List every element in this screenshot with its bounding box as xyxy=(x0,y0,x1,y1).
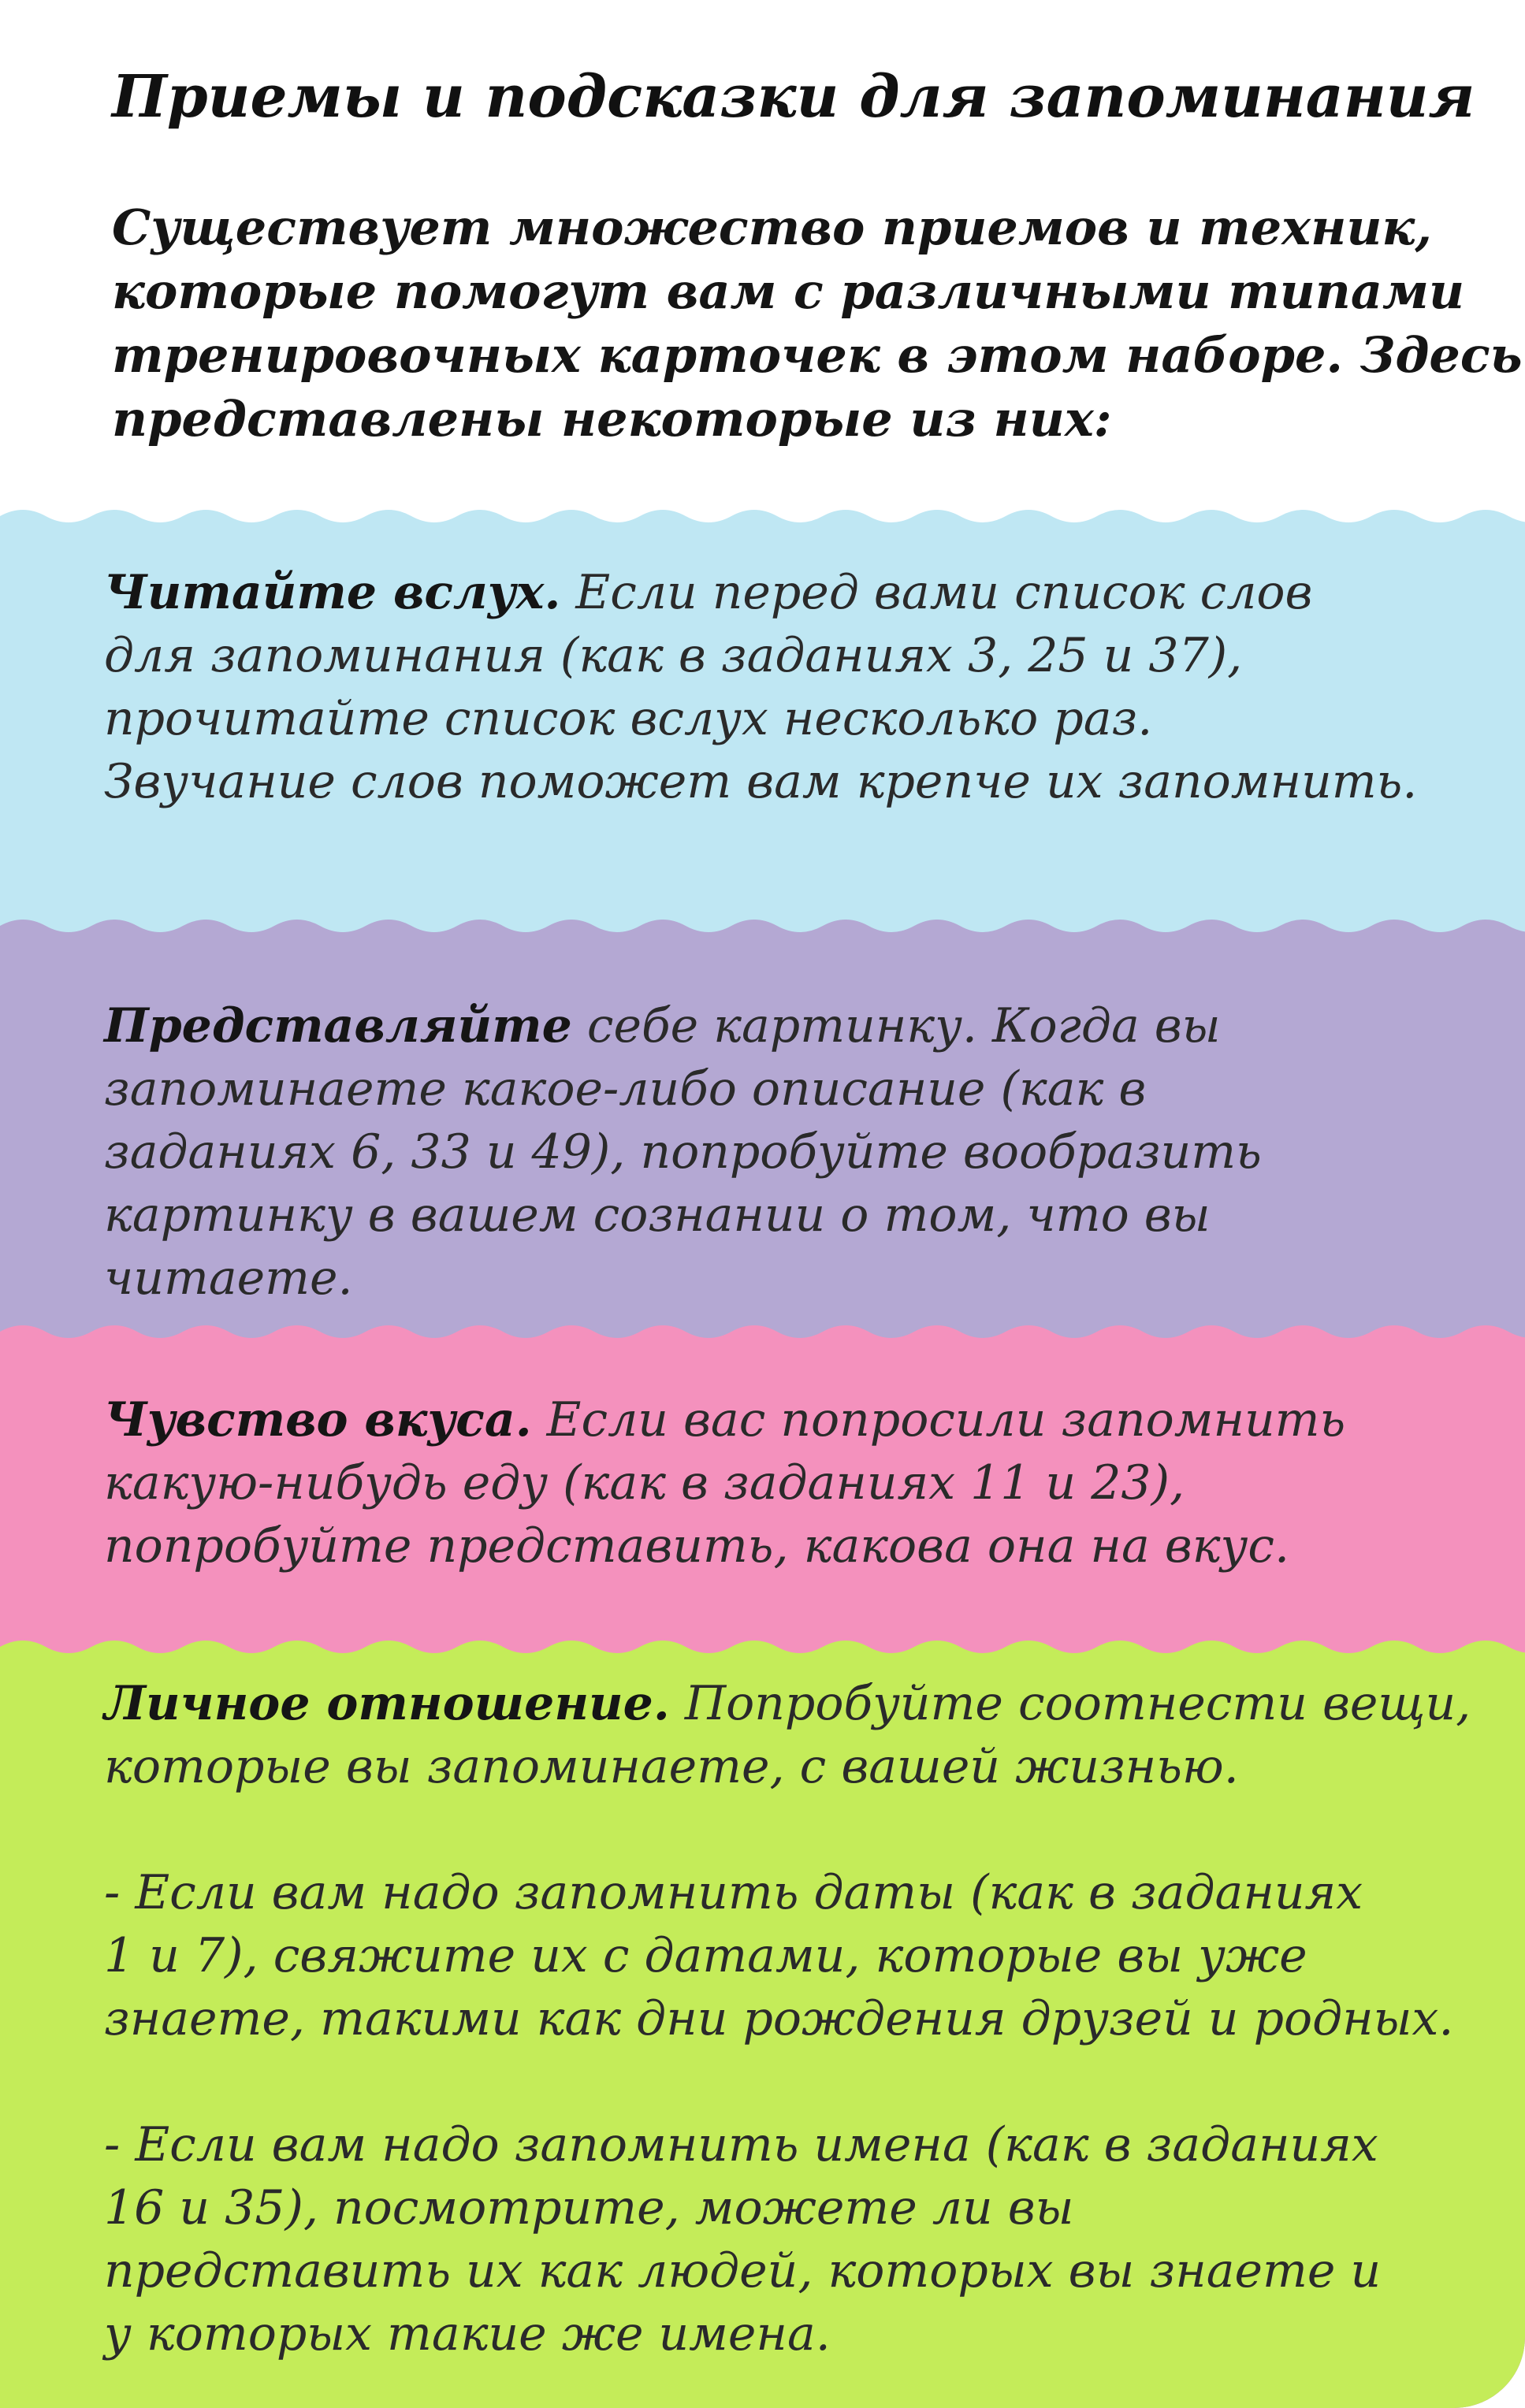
intro-line: которые помогут вам с различными типами xyxy=(112,262,1465,320)
tip-text: Если вас попросили запомнить xyxy=(531,1392,1346,1447)
dates-line: - Если вам надо запомнить даты (как в заданиях xyxy=(104,1865,1363,1920)
tip-text: Попробуйте соотнести вещи, xyxy=(669,1676,1471,1731)
tip-line: которые вы запоминаете, с вашей жизнью. xyxy=(104,1739,1239,1794)
dates-line: 1 и 7), свяжите их с датами, которые вы уже xyxy=(104,1928,1307,1983)
tip-heading: Чувство вкуса. xyxy=(104,1392,532,1447)
tip-heading: Личное отношение. xyxy=(104,1676,670,1731)
page-title: Приемы и подсказки для запоминания xyxy=(112,63,1475,131)
tip-taste xyxy=(104,1388,1491,1577)
tip-text: Если перед вами список слов xyxy=(560,565,1313,620)
tip-line xyxy=(104,1388,1491,1451)
tip-line xyxy=(104,994,1491,1057)
tip-line: заданиях 6, 33 и 49), попробуйте вообразить xyxy=(104,1124,1262,1180)
names-line: 16 и 35), посмотрите, можете ли вы xyxy=(104,2180,1074,2235)
tip-line xyxy=(104,1672,1491,1735)
tip-line: читаете. xyxy=(104,1250,353,1306)
tip-imagine xyxy=(104,994,1491,1310)
tip-line: прочитайте список вслух несколько раз. xyxy=(104,691,1153,746)
names-line: у которых такие же имена. xyxy=(104,2306,831,2362)
intro-line: представлены некоторые из них: xyxy=(112,390,1112,448)
tip-personal xyxy=(104,1672,1491,2365)
dates-line: знаете, такими как дни рождения друзей и родных. xyxy=(104,1991,1454,2046)
intro-line: тренировочных карточек в этом наборе. Здесь xyxy=(112,326,1523,384)
intro-line: Существует множество приемов и техник, xyxy=(112,199,1432,256)
tip-line: какую-нибудь еду (как в заданиях 11 и 23), xyxy=(104,1455,1185,1511)
spacer xyxy=(104,2050,1491,2113)
spacer xyxy=(104,1798,1491,1861)
tip-line xyxy=(104,561,1491,624)
intro-paragraph xyxy=(112,195,1523,451)
tip-read-aloud xyxy=(104,561,1491,813)
names-line: - Если вам надо запомнить имена (как в заданиях xyxy=(104,2117,1378,2172)
tip-line: запоминаете какое-либо описание (как в xyxy=(104,1061,1147,1117)
tip-line: картинку в вашем сознании о том, что вы xyxy=(104,1187,1211,1243)
tip-line: Звучание слов поможет вам крепче их запомнить. xyxy=(104,754,1418,809)
tip-line: для запоминания (как в заданиях 3, 25 и 37), xyxy=(104,628,1243,683)
tip-line: попробуйте представить, какова она на вкус. xyxy=(104,1518,1290,1574)
names-line: представить их как людей, которых вы знаете и xyxy=(104,2243,1382,2298)
tip-heading: Представляйте xyxy=(104,998,572,1054)
tip-heading: Читайте вслух. xyxy=(104,565,561,620)
tip-text: себе картинку. Когда вы xyxy=(571,998,1221,1054)
